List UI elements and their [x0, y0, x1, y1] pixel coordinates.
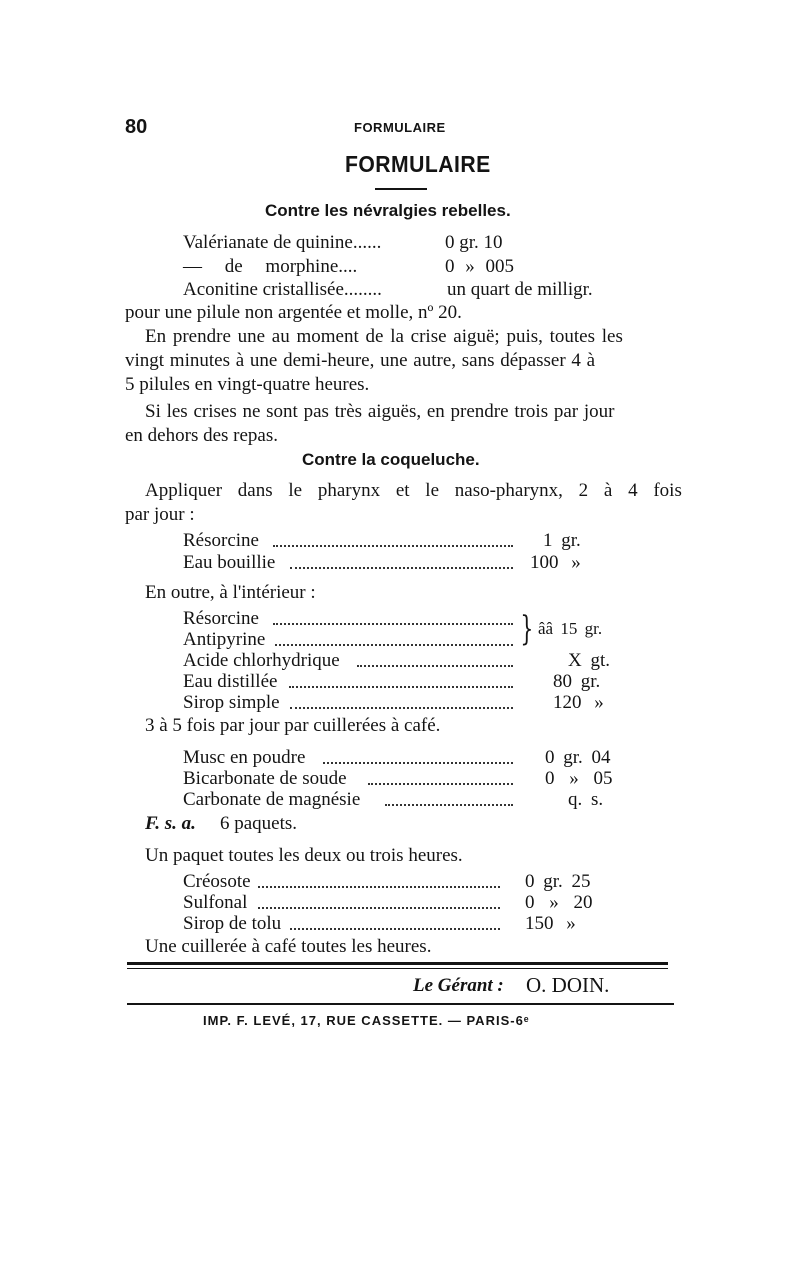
paragraph-line: vingt minutes à une demi-heure, une autre, sans dépasser 4 à: [125, 350, 596, 371]
formula-item-name: Acide chlorhydrique: [183, 650, 340, 671]
formula-item-name: Résorcine: [183, 530, 259, 551]
page-title: FORMULAIRE: [345, 151, 491, 177]
formula-item-qty: 0 gr. 10: [445, 232, 503, 253]
paragraph-line: Appliquer dans le pharynx et le naso-pharynx, 2 à 4 fois: [145, 480, 682, 501]
formula-item-name: Antipyrine: [183, 629, 266, 650]
formula-item-qty: 150 »: [525, 913, 576, 934]
leader-dots: [290, 928, 500, 930]
formula-item-qty: 0 gr. 04: [545, 747, 611, 768]
formula-item-name: Sulfonal: [183, 892, 248, 913]
formula-item-qty: 100 »: [530, 552, 581, 573]
leader-dots: [368, 783, 513, 785]
gerant-label: Le Gérant :: [413, 975, 504, 996]
gerant-name: O. DOIN.: [526, 973, 610, 997]
formula-item-name: Aconitine cristallisée........: [183, 279, 382, 300]
paragraph-line: par jour :: [125, 504, 195, 525]
leader-dots: [385, 804, 513, 806]
paragraph-line: Un paquet toutes les deux ou trois heures.: [145, 845, 463, 866]
formula-item-qty: q. s.: [568, 789, 604, 810]
leader-dots: [323, 762, 513, 764]
imprint-rule: [127, 1003, 674, 1005]
formula-item-name: Bicarbonate de soude: [183, 768, 347, 789]
formula-item-name: Résorcine: [183, 608, 259, 629]
formula-item-qty: 0 » 05: [545, 768, 613, 789]
formula-item-qty: 120 »: [553, 692, 604, 713]
leader-dots: [273, 545, 513, 547]
paragraph-line: Une cuillerée à café toutes les heures.: [145, 936, 432, 957]
formula-item-qty: 1 gr.: [543, 530, 581, 551]
running-title: FORMULAIRE: [354, 120, 446, 135]
fsa-abbreviation: F. s. a.: [145, 813, 196, 834]
footer-rule-thin: [127, 968, 668, 969]
imprint-line: IMP. F. LEVÉ, 17, RUE CASSETTE. — PARIS-6ᵉ: [203, 1013, 530, 1028]
leader-dots: [357, 665, 513, 667]
leader-dots: [273, 623, 513, 625]
formula-item-name: Musc en poudre: [183, 747, 306, 768]
page-number: 80: [125, 116, 148, 138]
formula-item-qty: 0 » 20: [525, 892, 593, 913]
leader-dots: [258, 886, 500, 888]
paragraph-line: En outre, à l'intérieur :: [145, 582, 316, 603]
formula-item-qty: 0 gr. 25: [525, 871, 591, 892]
paragraph-line: En prendre une au moment de la crise aiguë; puis, toutes les: [145, 326, 623, 347]
leader-dots: [290, 567, 513, 569]
paragraph-line: 5 pilules en vingt-quatre heures.: [125, 374, 370, 395]
paragraph-line: 6 paquets.: [220, 813, 298, 834]
formula-item-name: Eau distillée: [183, 671, 278, 692]
paragraph-line: 3 à 5 fois par jour par cuillerées à café.: [145, 715, 441, 736]
paragraph-line: en dehors des repas.: [125, 425, 279, 446]
formula-item-name: Eau bouillie: [183, 552, 276, 573]
leader-dots: [289, 686, 513, 688]
formula-item-qty: 0 » 005: [445, 256, 514, 277]
footer-rule-thick: [127, 962, 668, 965]
formula-item-name: — de morphine....: [183, 256, 358, 277]
leader-dots: [275, 644, 513, 646]
section-heading-coqueluche: Contre la coqueluche.: [302, 450, 480, 469]
leader-dots: [258, 907, 500, 909]
formula-item-qty: ââ 15 gr.: [538, 619, 603, 638]
formula-item-name: Carbonate de magnésie: [183, 789, 361, 810]
leader-dots: [290, 707, 513, 709]
formula-item-qty: 80 gr.: [553, 671, 601, 692]
formula-item-name: Sirop de tolu: [183, 913, 282, 934]
formula-item-name: Sirop simple: [183, 692, 280, 713]
formula-item-name: Valérianate de quinine......: [183, 232, 382, 253]
paragraph-line: pour une pilule non argentée et molle, nº 20.: [125, 302, 462, 323]
title-rule: [375, 188, 427, 190]
section-heading-nevralgies: Contre les névralgies rebelles.: [265, 201, 511, 220]
formula-item-qty: X gt.: [568, 650, 610, 671]
formula-item-name: Créosote: [183, 871, 251, 892]
brace: }: [520, 609, 534, 649]
paragraph-line: Si les crises ne sont pas très aiguës, en prendre trois par jour: [145, 401, 615, 422]
formula-item-qty: un quart de milligr.: [447, 279, 593, 300]
